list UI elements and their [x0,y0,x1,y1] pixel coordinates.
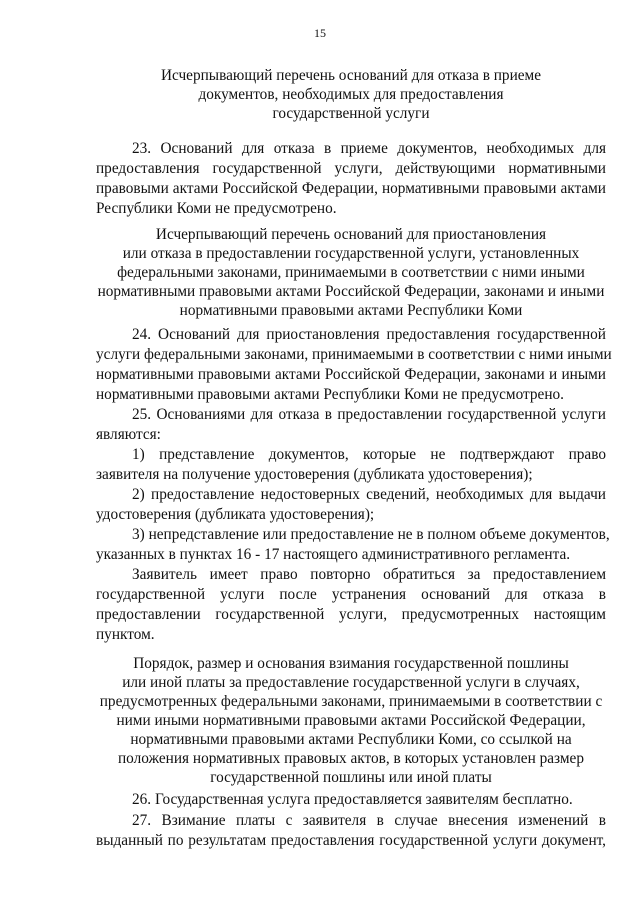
paragraph-23 [96,139,606,219]
paragraph-26 [96,790,606,810]
page-number: 15 [314,26,326,40]
paragraph-line: 3) непредставление или предоставление не в полном объеме документов, [132,526,610,543]
list-item-2 [96,485,606,525]
paragraph-line: пунктом. [96,626,155,643]
heading-line: или иной платы за предоставление государственной услуги в случаях, [122,674,580,691]
paragraph-line: удостоверения (дубликата удостоверения); [96,506,375,523]
paragraph-line: услуги федеральными законами, принимаемыми в соответствии с ними иными [96,346,612,363]
heading-line: федеральными законами, принимаемыми в соответствии с ними иными [117,264,585,281]
paragraph-line: правовыми актами Российской Федерации, нормативными правовыми актами [96,180,606,197]
heading-line: государственной услуги [272,105,430,122]
paragraph-line: Заявитель имеет право повторно обратиться за предоставлением [132,566,606,583]
heading-line: Исчерпывающий перечень оснований для приостановления [155,226,547,243]
paragraph-applicant-right [96,565,606,645]
paragraph-line: 1) представление документов, которые не подтверждают право [132,446,606,463]
heading-line: Исчерпывающий перечень оснований для отказа в приеме [160,67,542,84]
paragraph-line: 24. Оснований для приостановления предоставления государственной [132,326,606,343]
heading-line: ними иными нормативными правовыми актами Российской Федерации, [116,712,586,729]
paragraph-line: нормативными правовыми актами Российской Федерации, законами и иными [96,366,606,383]
section-heading-state-fee [96,654,606,787]
heading-line: нормативными правовыми актами Республики Коми [179,302,523,319]
heading-line: или отказа в предоставлении государственной услуги, установленных [122,245,580,262]
heading-line: Порядок, размер и основания взимания государственной пошлины [133,655,569,672]
paragraph-27 [96,811,606,851]
paragraph-line: 23. Оснований для отказа в приеме документов, необходимых для [132,140,606,157]
heading-line: нормативными правовыми актами Российской Федерации, законами и иными [97,283,605,300]
section-heading-suspension-refusal [96,225,606,320]
paragraph-line: нормативными правовыми актами Республики Коми не предусмотрено. [96,386,565,403]
paragraph-line: 27. Взимание платы с заявителя в случае внесения изменений в [132,812,606,829]
paragraph-line: являются: [96,426,161,443]
paragraph-24 [96,325,612,405]
paragraph-line: указанных в пунктах 16 - 17 настоящего административного регламента. [96,546,571,563]
paragraph-line: предоставления государственной услуги, действующими нормативными [96,160,606,177]
paragraph-line: предоставлении государственной услуги, предусмотренных настоящим [96,606,606,623]
paragraph-line: 25. Основаниями для отказа в предоставлении государственной услуги [132,406,606,423]
heading-line: документов, необходимых для предоставления [198,86,504,103]
paragraph-line: государственной услуги после устранения оснований для отказа в [96,586,606,603]
heading-line: предусмотренных федеральными законами, принимаемыми в соответствии с [99,693,603,710]
heading-line: положения нормативных правовых актов, в которых установлен размер [117,750,584,767]
list-item-1 [96,445,606,485]
list-item-3 [96,525,610,565]
paragraph-line: 2) предоставление недостоверных сведений, необходимых для выдачи [132,486,606,503]
heading-line: государственной пошлины или иной платы [210,769,492,786]
heading-line: нормативными правовыми актами Республики Коми, со ссылкой на [130,731,572,748]
paragraph-25 [96,405,606,445]
paragraph-line: выданный по результатам предоставления государственной услуги документ, [96,832,606,849]
paragraph-line: заявителя на получение удостоверения (дубликата удостоверения); [96,466,533,483]
paragraph-line: 26. Государственная услуга предоставляется заявителям бесплатно. [132,791,573,808]
paragraph-line: Республики Коми не предусмотрено. [96,200,337,217]
section-heading-refusal-acceptance [96,66,606,123]
